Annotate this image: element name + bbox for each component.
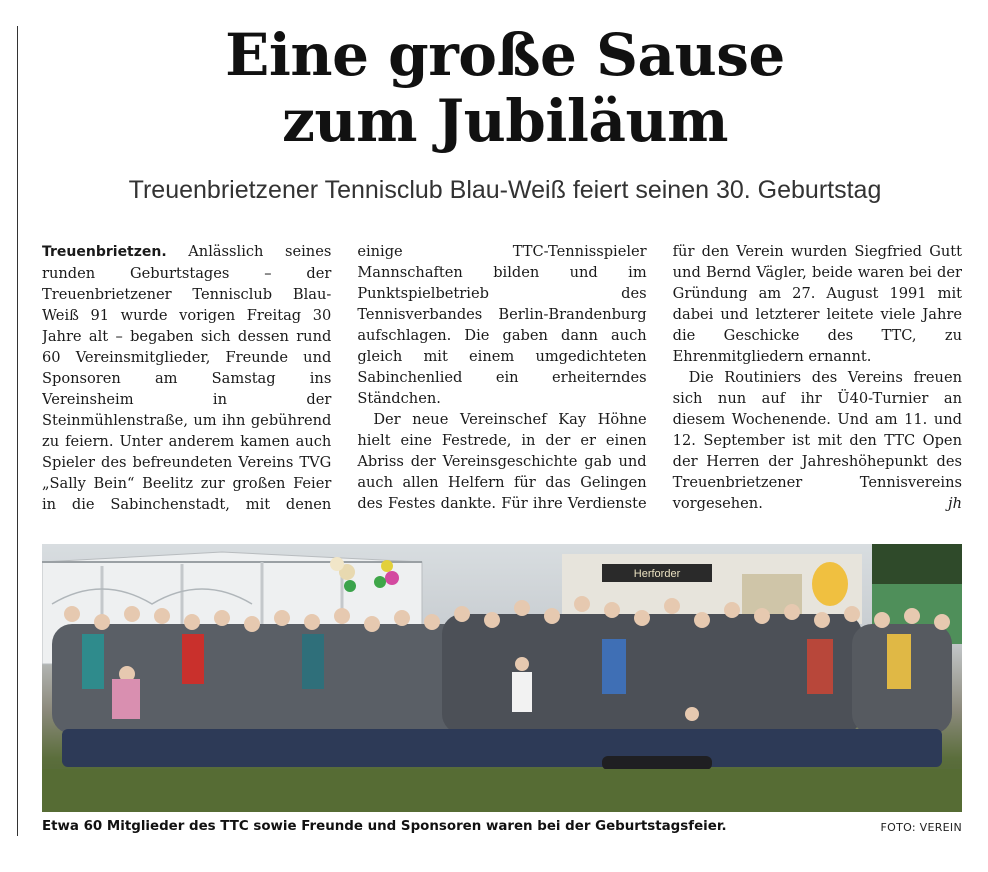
headline xyxy=(30,22,980,154)
page-left-rule xyxy=(17,26,18,836)
photo-credit: FOTO: VEREIN xyxy=(880,821,962,834)
paragraph-1-text: Anlässlich seines runden Geburtstages – der Treuenbrietzener Tennisclub Blau-Weiß 91 wurde vorigen Freitag 30 Jahre alt – begaben sich dessen rund 60 Vereinsmitglieder, Freunde und Sponsoren am Samstag ins Vereinsheim in der Steinmühlenstraße, um ihn gebührend zu feiern. Unter anderem kamen auch Spieler des befreundeten Vereins TVG „Sally Bein“ Beelitz zur großen Feier in die Sabinchenstadt, mit denen einige TTC-Tennisspieler Mannschaften bilden und im Punktspielbetrieb des Tennisverbandes Berlin-Brandenburg aufschlagen. Die gaben dann auch gleich mit einem umgedichteten Sabinchenlied ein erheiterndes Ständchen. xyxy=(42,243,647,513)
dateline: Treuenbrietzen. xyxy=(42,244,167,260)
subheadline: Treuenbrietzener Tennisclub Blau-Weiß feiert seinen 30. Geburtstag xyxy=(128,176,882,204)
photo-caption: Etwa 60 Mitglieder des TTC sowie Freunde und Sponsoren waren bei der Geburtstagsfeier. xyxy=(42,819,727,834)
paragraph-2: Der neue Vereinschef Kay Höhne hielt eine Festrede, in der er einen Abriss der Vereinsgeschichte gab und auch allen Helfern für das Gelingen des Festes dankte. Für ihre Verdienste für den Verein wurden Siegfried Gutt und Bernd Vägler, beide waren bei der Gründung am 27. August 1991 mit dabei und letzterer leitete viele Jahre die Geschicke des TTC, zu Ehrenmitgliedern ernannt. xyxy=(357,243,962,512)
headline-line-1: Eine große Sause xyxy=(225,21,785,89)
photo-sign-text: Herforder xyxy=(633,568,681,580)
paragraph-3 xyxy=(673,367,962,514)
paragraph-3-text: Die Routiniers des Vereins freuen sich nun auf ihr Ü40-Turnier an diesem Wochenende. Und am 11. und 12. September ist mit den TTC Open der Herren der Jahreshöhepunkt des Treuenbrietzener Tennisvereins vorgesehen. xyxy=(672,369,962,512)
headline-line-2: zum Jubiläum xyxy=(281,87,729,155)
article-body xyxy=(42,241,962,523)
group-photo-illustration xyxy=(42,544,962,812)
author-initials: jh xyxy=(948,495,962,512)
group-photo xyxy=(42,544,962,812)
